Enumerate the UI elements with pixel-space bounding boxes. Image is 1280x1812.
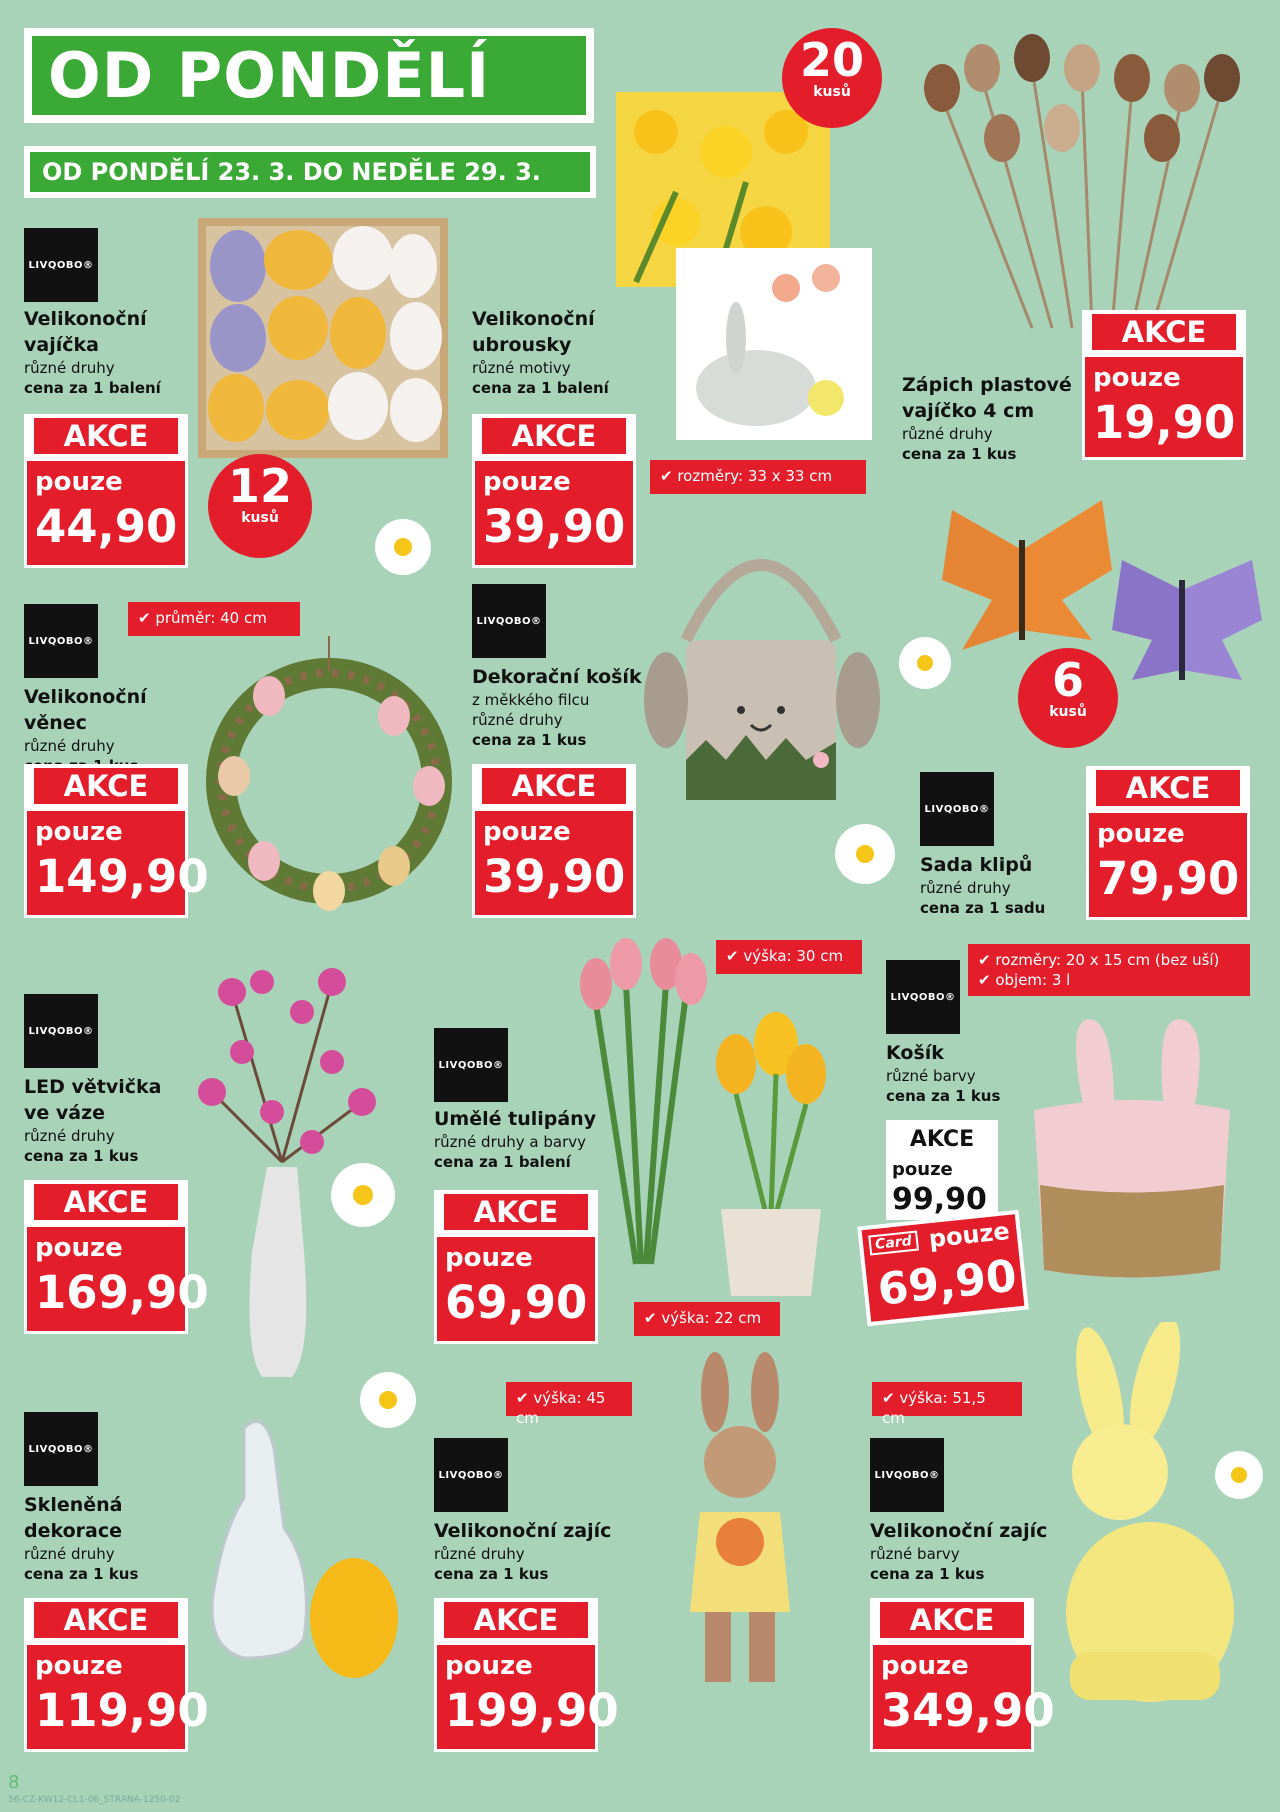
card-price-tag bbox=[857, 1210, 1029, 1326]
product-info-basket bbox=[886, 1040, 1036, 1106]
pouze-label: pouze bbox=[445, 1243, 533, 1273]
product-desc: různé druhy bbox=[24, 1545, 115, 1563]
product-unit: cena za 1 kus bbox=[24, 1565, 139, 1583]
price-value: 44,90 bbox=[35, 500, 178, 553]
pouze-label: pouze bbox=[892, 1159, 953, 1180]
header-subtitle-box bbox=[24, 146, 596, 198]
product-desc: různé druhy bbox=[472, 711, 563, 729]
pouze-label: pouze bbox=[927, 1216, 1011, 1254]
daisy-decoration bbox=[348, 1360, 428, 1440]
daisy-decoration bbox=[318, 1150, 408, 1240]
dimension-box bbox=[968, 944, 1250, 996]
akce-label: AKCE bbox=[482, 418, 626, 454]
product-info-tulips bbox=[434, 1106, 634, 1172]
pouze-label: pouze bbox=[35, 467, 123, 497]
badge-unit: kusů bbox=[1049, 704, 1087, 720]
product-info-wreath bbox=[24, 684, 214, 776]
product-desc: různé druhy bbox=[24, 359, 115, 377]
product-name: Velikonoční zajíc bbox=[434, 1520, 612, 1542]
dimension-label: ✔ průměr: 40 cm bbox=[128, 602, 300, 636]
felt-basket-image bbox=[626, 520, 896, 820]
badge-number: 12 bbox=[227, 459, 292, 513]
card-label: Card bbox=[868, 1231, 918, 1256]
daisy-decoration bbox=[358, 512, 448, 582]
product-desc: různé druhy bbox=[434, 1545, 525, 1563]
product-desc: různé barvy bbox=[886, 1067, 976, 1085]
price-tag bbox=[472, 414, 636, 568]
product-desc: různé motivy bbox=[472, 359, 571, 377]
pouze-label: pouze bbox=[1097, 819, 1185, 849]
bunny-napkin-image bbox=[676, 248, 872, 440]
page-number: 8 bbox=[8, 1772, 20, 1793]
product-unit: cena za 1 balení bbox=[24, 379, 161, 397]
akce-label: AKCE bbox=[1092, 314, 1236, 350]
pouze-label: pouze bbox=[483, 467, 571, 497]
akce-label: AKCE bbox=[880, 1602, 1024, 1638]
price-value: 79,90 bbox=[1097, 852, 1240, 905]
price-tag bbox=[24, 1598, 209, 1752]
product-desc: různé druhy bbox=[24, 737, 115, 755]
product-name: Zápich plastové bbox=[902, 374, 1072, 396]
price-value: 149,90 bbox=[35, 850, 209, 903]
product-name: Umělé tulipány bbox=[434, 1108, 597, 1130]
brand-logo: LIVQOBO® bbox=[434, 1438, 508, 1512]
badge-unit: kusů bbox=[241, 510, 279, 526]
bunny-figurine-image bbox=[660, 1352, 820, 1692]
yellow-bunny-image bbox=[1040, 1322, 1240, 1702]
badge-unit: kusů bbox=[813, 84, 851, 100]
dimension-label: ✔ rozměry: 33 x 33 cm bbox=[650, 460, 866, 494]
price-tag bbox=[472, 764, 636, 918]
product-name: Velikonoční věnec bbox=[24, 686, 147, 734]
pouze-label: pouze bbox=[1093, 363, 1181, 393]
product-info-felt-basket bbox=[472, 664, 652, 750]
product-unit: cena za 1 kus bbox=[24, 1147, 139, 1165]
product-info-glass-deco bbox=[24, 1492, 204, 1584]
egg-picks-image bbox=[912, 28, 1260, 338]
brand-logo: LIVQOBO® bbox=[24, 604, 98, 678]
pouze-label: pouze bbox=[445, 1651, 533, 1681]
badge-number: 20 bbox=[799, 33, 864, 87]
product-unit: cena za 1 balení bbox=[434, 1153, 571, 1171]
akce-label: AKCE bbox=[444, 1602, 588, 1638]
price-tag bbox=[434, 1190, 598, 1344]
product-name: Košík bbox=[886, 1042, 944, 1064]
product-info-clips bbox=[920, 852, 1090, 918]
pouze-label: pouze bbox=[35, 1233, 123, 1263]
product-name: Velikonoční bbox=[24, 308, 147, 330]
basket-image bbox=[1024, 1010, 1240, 1280]
product-name: dekorace bbox=[24, 1520, 123, 1542]
product-unit: cena za 1 balení bbox=[472, 379, 609, 397]
product-desc: různé druhy bbox=[920, 879, 1011, 897]
price-tag bbox=[24, 1180, 209, 1334]
daisy-decoration bbox=[1204, 1440, 1274, 1510]
price-tag bbox=[434, 1598, 619, 1752]
price-value: 19,90 bbox=[1093, 396, 1236, 449]
product-name: vajíčka bbox=[24, 334, 99, 356]
price-value: 199,90 bbox=[445, 1684, 619, 1737]
product-name: ve váze bbox=[24, 1102, 106, 1124]
header-title-box bbox=[24, 28, 594, 123]
brand-logo: LIVQOBO® bbox=[472, 584, 546, 658]
price-value: 99,90 bbox=[892, 1182, 987, 1217]
price-tag bbox=[24, 764, 209, 918]
price-value: 69,90 bbox=[445, 1276, 588, 1329]
akce-label: AKCE bbox=[890, 1124, 994, 1155]
akce-label: AKCE bbox=[482, 768, 626, 804]
product-name: Velikonoční bbox=[472, 308, 595, 330]
price-value: 119,90 bbox=[35, 1684, 209, 1737]
product-name: Skleněná bbox=[24, 1494, 123, 1516]
product-info-led-branch bbox=[24, 1074, 204, 1166]
price-value: 39,90 bbox=[483, 850, 626, 903]
brand-logo: LIVQOBO® bbox=[24, 228, 98, 302]
date-range: OD PONDĚLÍ 23. 3. DO NEDĚLE 29. 3. bbox=[30, 152, 590, 192]
product-info-bunny-45 bbox=[434, 1518, 634, 1584]
product-name: vajíčko 4 cm bbox=[902, 400, 1035, 422]
card-price-value: 69,90 bbox=[875, 1250, 1020, 1316]
regular-price-tag bbox=[886, 1120, 998, 1220]
product-unit: cena za 1 kus bbox=[870, 1565, 985, 1583]
product-desc: různé druhy a barvy bbox=[434, 1133, 586, 1151]
akce-label: AKCE bbox=[34, 418, 178, 454]
page-title: OD PONDĚLÍ bbox=[32, 36, 586, 115]
brand-logo: LIVQOBO® bbox=[886, 960, 960, 1034]
product-desc: z měkkého filcu bbox=[472, 691, 590, 709]
product-name: Dekorační košík bbox=[472, 666, 642, 688]
pouze-label: pouze bbox=[483, 817, 571, 847]
product-name: Sada klipů bbox=[920, 854, 1033, 876]
pouze-label: pouze bbox=[35, 817, 123, 847]
akce-label: AKCE bbox=[1096, 770, 1240, 806]
product-info-eggs bbox=[24, 306, 204, 398]
pouze-label: pouze bbox=[35, 1651, 123, 1681]
quantity-badge bbox=[208, 454, 312, 558]
price-tag bbox=[1082, 310, 1246, 460]
akce-label: AKCE bbox=[34, 1184, 178, 1220]
product-unit: cena za 1 kus bbox=[434, 1565, 549, 1583]
product-unit: cena za 1 kus bbox=[472, 731, 587, 749]
brand-logo: LIVQOBO® bbox=[870, 1438, 944, 1512]
brand-logo: LIVQOBO® bbox=[434, 1028, 508, 1102]
dimension-label: ✔ výška: 51,5 cm bbox=[872, 1382, 1022, 1416]
eggs-box-image bbox=[198, 218, 448, 458]
quantity-badge bbox=[782, 28, 882, 128]
dimension-label: ✔ výška: 45 cm bbox=[506, 1382, 632, 1416]
price-tag bbox=[24, 414, 188, 568]
dimension-label: ✔ objem: 3 l bbox=[978, 971, 1071, 989]
product-info-napkins bbox=[472, 306, 672, 398]
badge-number: 6 bbox=[1051, 653, 1084, 707]
akce-label: AKCE bbox=[444, 1194, 588, 1230]
dimension-label: ✔ rozměry: 20 x 15 cm (bez uší) bbox=[978, 951, 1220, 969]
daisy-decoration bbox=[820, 814, 910, 894]
glass-decoration-image bbox=[204, 1408, 418, 1688]
brand-logo: LIVQOBO® bbox=[24, 1412, 98, 1486]
product-desc: různé druhy bbox=[24, 1127, 115, 1145]
product-name: LED větvička bbox=[24, 1076, 162, 1098]
product-unit: cena za 1 kus bbox=[902, 445, 1017, 463]
product-info-egg-picks bbox=[902, 372, 1082, 464]
print-code: 56-CZ-KW12-CL1-06_STRANA-1250-02 bbox=[8, 1795, 181, 1805]
product-desc: různé druhy bbox=[902, 425, 993, 443]
product-unit: cena za 1 kus bbox=[886, 1087, 1001, 1105]
pouze-label: pouze bbox=[881, 1651, 969, 1681]
brand-logo: LIVQOBO® bbox=[920, 772, 994, 846]
dimension-label: ✔ výška: 22 cm bbox=[634, 1302, 780, 1336]
brand-logo: LIVQOBO® bbox=[24, 994, 98, 1068]
product-unit: cena za 1 sadu bbox=[920, 899, 1046, 917]
dimension-label: ✔ výška: 30 cm bbox=[716, 940, 862, 974]
wreath-image bbox=[194, 636, 464, 926]
akce-label: AKCE bbox=[34, 768, 178, 804]
price-value: 349,90 bbox=[881, 1684, 1055, 1737]
product-name: Velikonoční zajíc bbox=[870, 1520, 1048, 1542]
daisy-decoration bbox=[890, 628, 960, 698]
price-value: 169,90 bbox=[35, 1266, 209, 1319]
akce-label: AKCE bbox=[34, 1602, 178, 1638]
quantity-badge bbox=[1018, 648, 1118, 748]
product-desc: různé barvy bbox=[870, 1545, 960, 1563]
price-tag bbox=[870, 1598, 1055, 1752]
price-value: 39,90 bbox=[483, 500, 626, 553]
product-name: ubrousky bbox=[472, 334, 572, 356]
price-tag bbox=[1086, 766, 1250, 920]
